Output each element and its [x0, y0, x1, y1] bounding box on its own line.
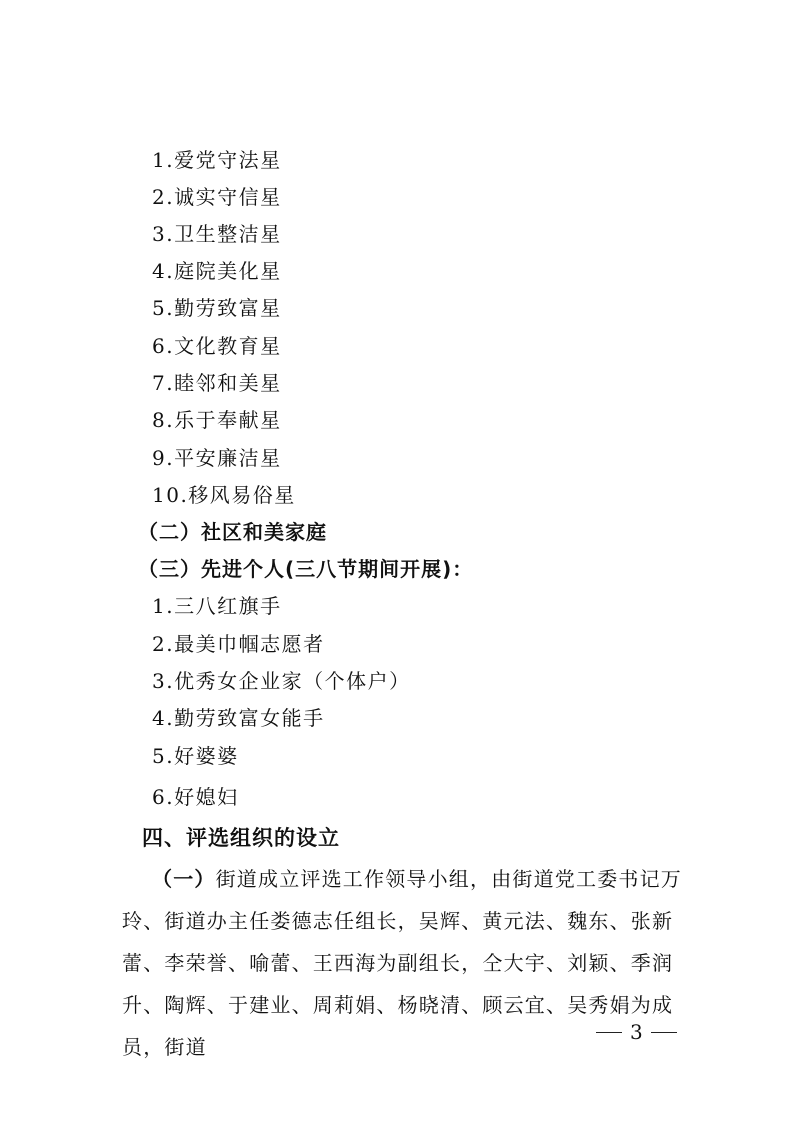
list-item: 6.好媳妇	[152, 785, 239, 809]
list-item: 1.三八红旗手	[152, 594, 282, 618]
list-item: 4.勤劳致富女能手	[152, 706, 325, 730]
list-item: 9.平安廉洁星	[152, 446, 282, 470]
page-number-value: 3	[630, 1020, 643, 1044]
subheading-three: （三）先进个人(三八节期间开展)：	[138, 557, 474, 581]
list-item: 3.优秀女企业家（个体户）	[152, 669, 411, 693]
page-number	[596, 1020, 677, 1044]
list-item: 1.爱党守法星	[152, 148, 282, 172]
paragraph-text: 街道成立评选工作领导小组，由街道党工委书记万玲、街道办主任娄德志任组长，吴辉、黄元法、魏东、张新蕾、李荣誉、喻蕾、王西海为副组长，仝大宇、刘颖、季润升、陶辉、于建业、周莉娟、杨晓清、顾云宜、吴秀娟为成员，街道	[122, 867, 683, 1059]
paragraph-lead: （一）	[152, 867, 216, 891]
list-item: 8.乐于奉献星	[152, 408, 282, 432]
page-number-dash-left	[596, 1032, 622, 1033]
list-item: 5.好婆婆	[152, 744, 239, 768]
section-four-title: 四、评选组织的设立	[142, 826, 340, 850]
list-item: 2.最美巾帼志愿者	[152, 632, 325, 656]
subheading-two: （二）社区和美家庭	[138, 520, 327, 544]
list-item: 6.文化教育星	[152, 334, 282, 358]
list-item: 2.诚实守信星	[152, 185, 282, 209]
page-number-dash-right	[651, 1032, 677, 1033]
list-item: 5.勤劳致富星	[152, 296, 282, 320]
list-item: 3.卫生整洁星	[152, 222, 282, 246]
list-item: 7.睦邻和美星	[152, 371, 282, 395]
list-item: 4.庭院美化星	[152, 259, 282, 283]
list-item: 10.移风易俗星	[152, 483, 296, 507]
